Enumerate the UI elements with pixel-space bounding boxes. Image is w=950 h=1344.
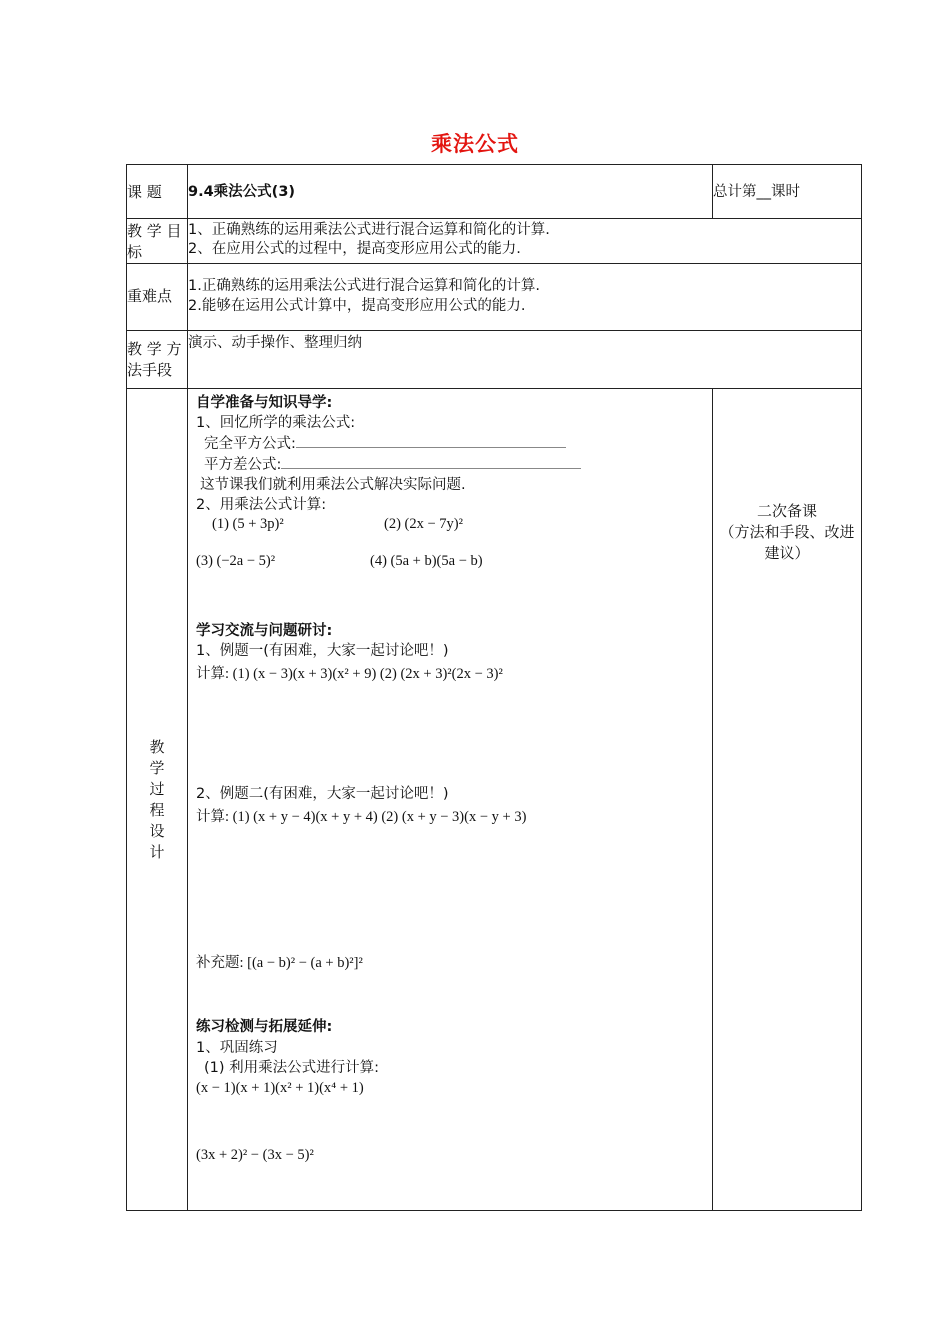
topic-text: 9.4乘法公式(3): [188, 184, 296, 200]
process-row: [127, 389, 862, 1211]
notes-line-1: 二次备课: [756, 502, 817, 520]
process-label: 教 学 过 程 设 计: [149, 738, 165, 861]
key-label: 重难点: [127, 264, 188, 331]
complete-square-line: 完全平方公式:: [204, 432, 566, 453]
extra-problem: 补充题: [(a − b)² − (a + b)²]²: [196, 955, 363, 971]
square-diff-blank[interactable]: [281, 454, 581, 469]
topic-value: [188, 165, 713, 219]
s1-q1: 1、回忆所学的乘法公式:: [196, 415, 356, 431]
method-label: 教 学 方 法手段: [127, 331, 188, 389]
method-text: 演示、动手操作、整理归纳: [188, 331, 862, 389]
s3-sub1a: (1) 利用乘法公式进行计算:: [204, 1060, 380, 1076]
goals-label: 教 学 目 标: [127, 219, 188, 264]
process-label-cell: [127, 389, 188, 1211]
example-1-title: 1、例题一(有困难，大家一起讨论吧！): [196, 643, 449, 659]
example-2-title: 2、例题二(有困难，大家一起讨论吧！): [196, 786, 449, 802]
method-row: [127, 331, 862, 389]
s1-note: 这节课我们就利用乘法公式解决实际问题.: [200, 477, 466, 493]
s2-heading: 学习交流与问题研讨:: [196, 623, 333, 639]
s1-heading: 自学准备与知识导学:: [196, 395, 333, 411]
problem-2: (2) (2x − 7y)²: [384, 516, 463, 532]
example-1-calc: 计算: (1) (x − 3)(x + 3)(x² + 9) (2) (2x + 3)²(2x − 3)²: [196, 666, 503, 682]
goals-row: [127, 219, 862, 264]
key-point-1: 1.正确熟练的运用乘法公式进行混合运算和简化的计算.: [188, 278, 540, 294]
lesson-plan-table: [126, 164, 862, 1211]
page-title: 乘法公式: [431, 132, 519, 156]
process-content: [188, 389, 713, 1211]
key-point-2: 2.能够在运用公式计算中，提高变形应用公式的能力.: [188, 298, 526, 314]
total-hours: 总计第__课时: [713, 165, 862, 219]
s1-q2: 2、用乘法公式计算:: [196, 497, 327, 513]
exercise-1: (x − 1)(x + 1)(x² + 1)(x⁴ + 1): [196, 1080, 364, 1096]
example-2-calc: 计算: (1) (x + y − 4)(x + y + 4) (2) (x + y − 3)(x − y + 3): [196, 809, 527, 825]
exercise-2: (3x + 2)² − (3x − 5)²: [196, 1147, 314, 1163]
key-row: [127, 264, 862, 331]
complete-square-blank[interactable]: [296, 433, 566, 448]
goal-1: 1、正确熟练的运用乘法公式进行混合运算和简化的计算.: [188, 222, 550, 238]
problem-4: (4) (5a + b)(5a − b): [370, 553, 483, 569]
topic-row: [127, 165, 862, 219]
notes-cell: [713, 389, 862, 1211]
revision-notes: [713, 389, 861, 564]
goal-2: 2、在应用公式的过程中，提高变形应用公式的能力.: [188, 241, 521, 257]
topic-label: 课 题: [127, 165, 188, 219]
notes-line-2: （方法和手段、改进建议）: [719, 523, 855, 562]
s3-sub1: 1、巩固练习: [196, 1040, 278, 1056]
s3-heading: 练习检测与拓展延伸:: [196, 1019, 333, 1035]
key-cell: [188, 264, 862, 331]
problem-1: (1) (5 + 3p)²: [212, 516, 284, 532]
square-diff-line: 平方差公式:: [204, 453, 581, 474]
problem-3: (3) (−2a − 5)²: [196, 553, 276, 569]
goals-cell: [188, 219, 862, 264]
